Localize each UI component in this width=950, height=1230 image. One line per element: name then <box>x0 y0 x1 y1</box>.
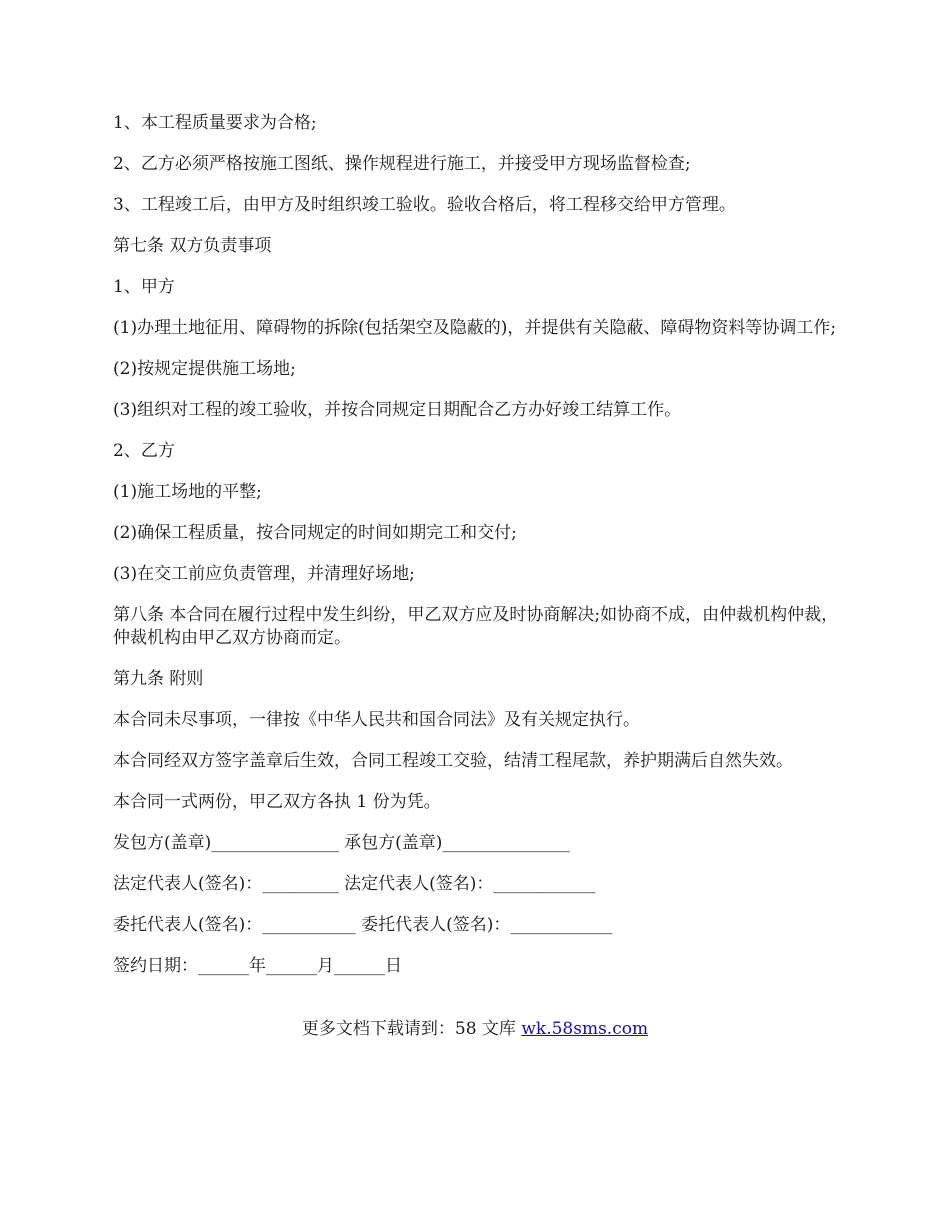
party-a-item-3: (3)组织对工程的竣工验收，并按合同规定日期配合乙方办好竣工结算工作。 <box>113 400 682 420</box>
supplementary-clause-2: 本合同经双方签字盖章后生效，合同工程竣工交验，结清工程尾款，养护期满后自然失效。 <box>113 751 793 771</box>
party-a-item-2: (2)按规定提供施工场地; <box>113 359 296 379</box>
signing-date-line: 签约日期：______年______月______日 <box>113 956 402 976</box>
footer-text: 更多文档下载请到：58 文库 <box>301 1019 522 1039</box>
clause-quality-requirement: 1、本工程质量要求为合格; <box>113 113 317 133</box>
article-9-heading: 第九条 附则 <box>113 669 204 689</box>
clause-completion-acceptance: 3、工程竣工后，由甲方及时组织竣工验收。验收合格后，将工程移交给甲方管理。 <box>113 195 736 215</box>
article-8-dispute: 第八条 本合同在履行过程中发生纠纷，甲乙双方应及时协商解决;如协商不成，由仲裁机构仲裁，仲裁机构由甲乙双方协商而定。 <box>113 605 839 648</box>
party-a-item-1: (1)办理土地征用、障碍物的拆除(包括架空及隐蔽的)，并提供有关隐蔽、障碍物资料等协调工作; <box>113 318 837 338</box>
footer-link[interactable]: wk.58sms.com <box>521 1019 649 1039</box>
party-b-item-1: (1)施工场地的平整; <box>113 482 262 502</box>
article-7-heading: 第七条 双方负责事项 <box>113 236 272 256</box>
party-b-item-2: (2)确保工程质量，按合同规定的时间如期完工和交付; <box>113 523 517 543</box>
signature-authorized-rep-line: 委托代表人(签名)：___________ 委托代表人(签名)：____________ <box>113 915 613 935</box>
signature-seal-line: 发包方(盖章)_______________ 承包方(盖章)_______________ <box>113 833 570 853</box>
supplementary-clause-1: 本合同未尽事项，一律按《中华人民共和国合同法》及有关规定执行。 <box>113 710 640 730</box>
party-b-heading: 2、乙方 <box>113 441 175 461</box>
document-body <box>113 112 853 996</box>
party-b-item-3: (3)在交工前应负责管理，并清理好场地; <box>113 564 415 584</box>
party-a-heading: 1、甲方 <box>113 277 175 297</box>
supplementary-clause-3: 本合同一式两份，甲乙双方各执 1 份为凭。 <box>113 792 441 812</box>
signature-legal-rep-line: 法定代表人(签名)：_________ 法定代表人(签名)：____________ <box>113 874 596 894</box>
download-footer <box>0 1018 950 1041</box>
clause-construction-standard: 2、乙方必须严格按施工图纸、操作规程进行施工，并接受甲方现场监督检查; <box>113 154 691 174</box>
